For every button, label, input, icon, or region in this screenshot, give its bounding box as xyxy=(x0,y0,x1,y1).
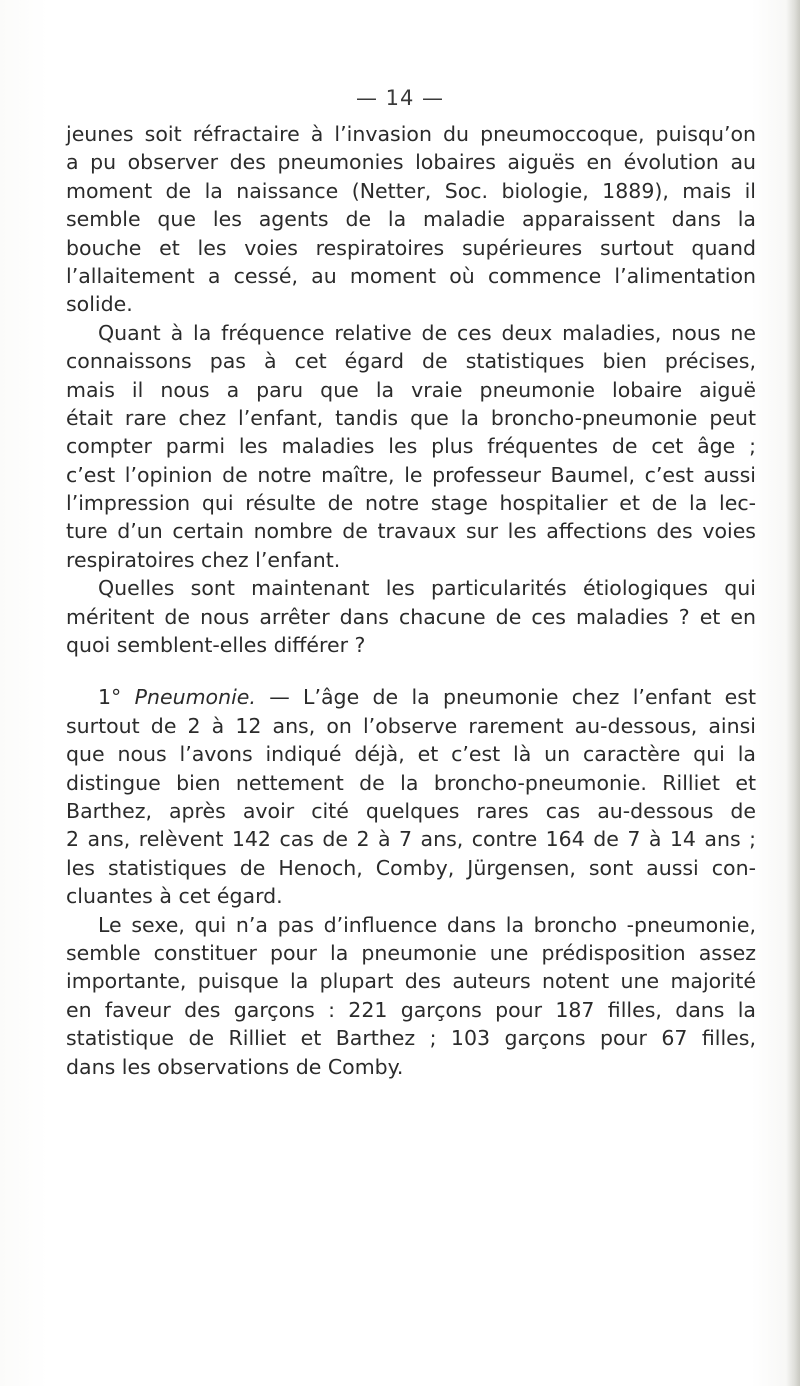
section-heading-line xyxy=(66,683,756,711)
text-line: était rare chez l’enfant, tandis que la broncho-pneumonie peut xyxy=(66,405,756,430)
text-line: bouche et les voies respiratoires supérieures surtout quand xyxy=(66,235,756,260)
text-line: Quant à la fréquence relative de ces deux maladies, nous ne xyxy=(98,320,756,345)
page-edge-shadow xyxy=(786,0,800,1386)
section-number: 1° xyxy=(98,685,135,710)
text-line: en faveur des garçons : 221 garçons pour 187 filles, dans la xyxy=(66,997,756,1022)
text-line: importante, puisque la plupart des auteurs notent une majorité xyxy=(66,969,756,994)
text-line: l’impression qui résulte de notre stage hospitalier et de la lec- xyxy=(66,491,756,516)
text-line: jeunes soit réfractaire à l’invasion du pneumoccoque, puisqu’on xyxy=(66,122,756,146)
text-line: l’allaitement a cessé, au moment où commence l’alimentation xyxy=(66,263,756,288)
text-line: que nous l’avons indiqué déjà, et c’est là un caractère qui la xyxy=(66,742,756,767)
text-line: surtout de 2 à 12 ans, on l’observe rarement au-dessous, ainsi xyxy=(66,713,756,738)
text-line: Le sexe, qui n’a pas d’influence dans la broncho -pneumonie, xyxy=(98,912,756,937)
text-line: dans les observations de Comby. xyxy=(66,1054,404,1079)
text-line: semble constituer pour la pneumonie une prédisposition assez xyxy=(66,940,756,965)
text-line: connaissons pas à cet égard de statistiques bien précises, xyxy=(66,349,756,374)
text-line: mais il nous a paru que la vraie pneumonie lobaire aiguë xyxy=(66,377,756,402)
paragraph-gap xyxy=(66,659,756,683)
text-line: cluantes à cet égard. xyxy=(66,884,283,909)
text-line: ture d’un certain nombre de travaux sur les affections des voies xyxy=(66,519,756,544)
text-line: a pu observer des pneumonies lobaires aiguës en évolution au xyxy=(66,150,756,175)
text-line: statistique de Rilliet et Barthez ; 103 garçons pour 67 filles, xyxy=(66,1026,756,1051)
text-line: compter parmi les maladies les plus fréquentes de cet âge ; xyxy=(66,434,756,459)
text-line: semble que les agents de la maladie apparaissent dans la xyxy=(66,207,756,232)
text-line: moment de la naissance (Netter, Soc. biologie, 1889), mais il xyxy=(66,178,756,203)
text-line: Barthez, après avoir cité quelques rares cas au-dessous de xyxy=(66,798,756,823)
text-line: distingue bien nettement de la broncho-pneumonie. Rilliet et xyxy=(66,770,756,795)
text-line: quoi semblent-elles différer ? xyxy=(66,633,366,658)
text-line: les statistiques de Henoch, Comby, Jürgensen, sont aussi con- xyxy=(66,855,756,880)
text-line: respiratoires chez l’enfant. xyxy=(66,547,341,572)
text-line: Quelles sont maintenant les particularités étiologiques qui xyxy=(98,576,756,601)
text-line: solide. xyxy=(66,292,133,317)
section-title: Pneumonie. xyxy=(134,685,256,710)
text-line: méritent de nous arrêter dans chacune de ces maladies ? et en xyxy=(66,604,756,629)
page-number: — 14 — xyxy=(355,86,445,110)
text-line: c’est l’opinion de notre maître, le professeur Baumel, c’est aussi xyxy=(66,462,756,487)
text-line: 2 ans, relèvent 142 cas de 2 à 7 ans, contre 164 de 7 à 14 ans ; xyxy=(66,827,756,852)
section-text: — L’âge de la pneumonie chez l’enfant est xyxy=(255,685,757,710)
body-text xyxy=(66,120,756,1081)
